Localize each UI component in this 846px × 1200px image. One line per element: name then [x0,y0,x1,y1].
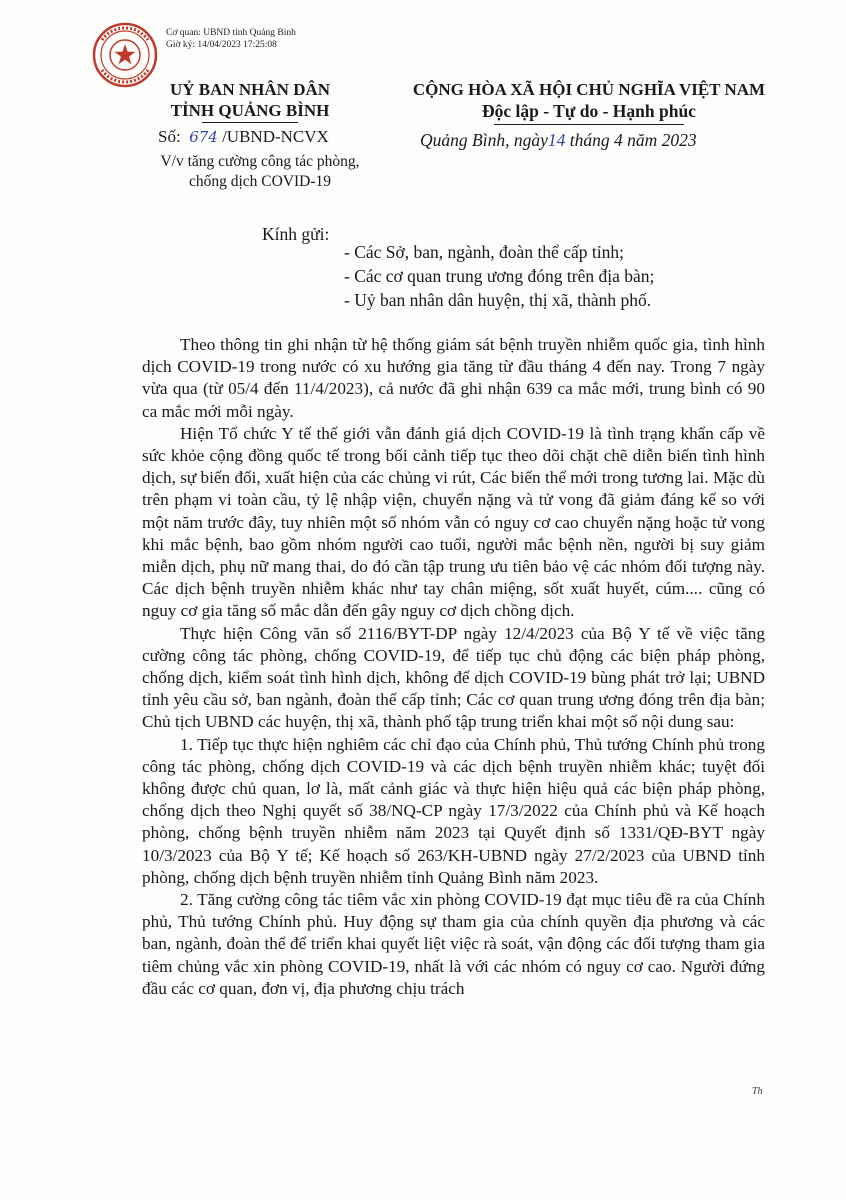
document-body [142,334,765,1000]
agency-line-1: UỶ BAN NHÂN DÂN [169,80,331,99]
signature-agency: Cơ quan: UBND tỉnh Quảng Bình [166,28,296,38]
date-suffix: tháng 4 năm 2023 [569,130,697,150]
national-motto [383,79,795,125]
document-number [158,127,329,147]
addressee-item: - Các cơ quan trung ương đóng trên địa bàn; [344,266,655,286]
body-paragraph: Hiện Tổ chức Y tế thế giới vẫn đánh giá dịch COVID-19 là tình trạng khẩn cấp về sức khỏe cộng đồng quốc tế trong bối cảnh tiếp tục theo dõi chặt chẽ diễn biến tình hình dịch, sự biến đổi, xuất hiện của các chủng vi rút, Các biến thể mới trong tương lai. Mặc dù trên phạm vi toàn cầu, tỷ lệ nhập viện, chuyển nặng và tử vong đã giảm đáng kể so với một năm trước đây, tuy nhiên một số nhóm vẫn có nguy cơ cao chuyển nặng hoặc tử vong khi mắc bệnh, bao gồm nhóm người cao tuổi, người mắc bệnh nền, người bị suy giảm miễn dịch, phụ nữ mang thai, do đó cần tập trung ưu tiên bảo vệ các nhóm đối tượng này. Các dịch bệnh truyền nhiễm khác như tay chân miệng, sốt xuất huyết, cúm.... cũng có nguy cơ gia tăng số mắc dẫn đến gây nguy cơ dịch chồng dịch. [142,423,765,621]
date-line [420,130,697,151]
addressee-item: - Các Sở, ban, ngành, đoàn thể cấp tỉnh; [344,242,624,262]
body-paragraph: Thực hiện Công văn số 2116/BYT-DP ngày 12/4/2023 của Bộ Y tế về việc tăng cường công tác phòng, chống COVID-19, để tiếp tục chủ động các biện pháp phòng, chống dịch, kiểm soát tình hình dịch, không để dịch COVID-19 bùng phát trở lại; UBND tỉnh yêu cầu sở, ban ngành, đoàn thể cấp tỉnh; Các cơ quan trung ương đóng trên địa bàn; Chủ tịch UBND các huyện, thị xã, thành phố tập trung triển khai một số nội dung sau: [142,623,765,732]
doc-number-handwritten: 674 [189,128,218,146]
agency-line-2: TỈNH QUẢNG BÌNH [170,101,330,120]
body-paragraph: 1. Tiếp tục thực hiện nghiêm các chỉ đạo của Chính phủ, Thủ tướng Chính phủ trong công tác phòng, chống dịch COVID-19 và các dịch bệnh truyền nhiễm khác; tuyệt đối không được chủ quan, lơ là, mất cảnh giác và thực hiện hiệu quả các biện pháp phòng, chống dịch theo Nghị quyết số 38/NQ-CP ngày 17/3/2022 của Chính phủ và Kế hoạch phòng, chống bệnh truyền nhiễm năm 2023 tại Quyết định số 1331/QĐ-BYT ngày 10/3/2023 của Bộ Y tế; Kế hoạch số 263/KH-UBND ngày 27/2/2023 của UBND tỉnh phòng, chống dịch bệnh truyền nhiễm tỉnh Quảng Bình năm 2023. [142,734,765,887]
nation-motto: Độc lập - Tự do - Hạnh phúc [482,101,696,121]
subject-line-1: V/v tăng cường công tác phòng, [160,153,360,170]
doc-number-prefix: Số: [158,127,181,146]
doc-number-suffix: /UBND-NCVX [222,127,329,146]
addressee-list [344,240,654,312]
agency-underline [202,122,298,123]
body-paragraph: 2. Tăng cường công tác tiêm vắc xin phòng COVID-19 đạt mục tiêu đề ra của Chính phủ, Thủ tướng Chính phủ. Huy động sự tham gia của chính quyền địa phương và các ban, ngành, đoàn thể để triển khai quyết liệt việc rà soát, vận động các đối tượng tham gia tiêm chủng vắc xin phòng COVID-19, nhất là với các nhóm có nguy cơ cao. Người đứng đầu các cơ quan, đơn vị, địa phương chịu trách [142,890,765,998]
subject-line-2: chống dịch COVID-19 [188,173,332,190]
motto-underline [494,124,684,125]
addressee-label: Kính gửi: [262,224,330,244]
signature-time: Giờ ký: 14/04/2023 17:25:08 [166,40,277,50]
page-initial: Th [752,1086,763,1097]
date-prefix: Quảng Bình, ngày [420,130,548,150]
issuing-agency [127,79,373,123]
digital-signature-info [166,27,296,51]
date-day: 14 [547,130,566,150]
addressee-item: - Uỷ ban nhân dân huyện, thị xã, thành phố. [344,290,652,310]
body-paragraph: Theo thông tin ghi nhận từ hệ thống giám sát bệnh truyền nhiễm quốc gia, tình hình dịch COVID-19 trong nước có xu hướng gia tăng từ đầu tháng 4 đến nay. Trong 7 ngày vừa qua (từ 05/4 đến 11/4/2023), cả nước đã ghi nhận 639 ca mắc mới, trung bình có 90 ca mắc mới mỗi ngày. [142,335,765,421]
nation-title: CỘNG HÒA XÃ HỘI CHỦ NGHĨA VIỆT NAM [412,80,766,99]
document-subject [141,152,379,192]
